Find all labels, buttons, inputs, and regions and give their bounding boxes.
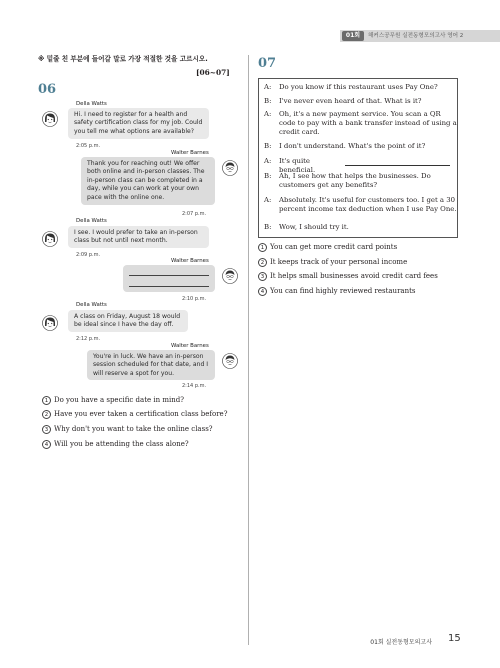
chat-bubble-della: Hi. I need to register for a health and safety certification class for my job. Could you tell me what options are available?	[68, 108, 209, 139]
option-number-icon: 1	[42, 396, 51, 405]
message-time: 2:10 p.m.	[182, 296, 207, 302]
answer-option-4[interactable]	[42, 440, 189, 449]
message-time: 2:09 p.m.	[76, 252, 101, 258]
instruction-text: ※ 밑줄 친 부분에 들어갈 말로 가장 적절한 것을 고르시오.	[38, 55, 208, 63]
answer-option-4[interactable]	[258, 287, 416, 296]
option-number-icon: 4	[258, 287, 267, 296]
answer-option-1[interactable]	[42, 396, 184, 405]
test-number-badge: 01회	[342, 31, 364, 41]
chat-bubble-della: A class on Friday, August 18 would be ideal since I have the day off.	[68, 310, 188, 332]
page-number: 15	[448, 633, 461, 644]
option-number-icon: 1	[258, 243, 267, 252]
dialogue-box: A: Do you know if this restaurant uses Pay One? B: I've never even heard of that. What is it? A: Oh, it's a new payment service. You scan a QR code to pay with a bank transfer instead of using a credit card. B: I don't understand. What's the point of it? A: It's quite beneficial. B: Ah, I see how that helps the businesses. Do customers get any benefits? A: Absolutely. It's useful for customers too. I get a 30 percent income tax deduction when I use Pay One. B: Wow, I should try it.	[258, 78, 458, 238]
footer-label: 01회 실전동형모의고사	[370, 639, 432, 646]
option-text: It keeps track of your personal income	[270, 258, 408, 266]
female-avatar-icon	[42, 111, 58, 127]
sender-name: Walter Barnes	[171, 343, 209, 349]
answer-option-3[interactable]	[258, 272, 438, 281]
blank-answer-bubble	[123, 265, 215, 292]
option-text: Why don't you want to take the online class?	[54, 425, 213, 433]
female-avatar-icon	[42, 231, 58, 247]
option-text: It helps small businesses avoid credit card fees	[270, 272, 438, 280]
answer-option-3[interactable]	[42, 425, 213, 434]
answer-option-2[interactable]	[258, 258, 407, 267]
option-number-icon: 3	[42, 425, 51, 434]
answer-blank-line	[129, 286, 209, 287]
question-range: [06~07]	[196, 68, 230, 77]
message-time: 2:12 p.m.	[76, 336, 101, 342]
answer-blank-line	[129, 275, 209, 276]
option-number-icon: 3	[258, 272, 267, 281]
message-time: 2:07 p.m.	[182, 211, 207, 217]
sender-name: Della Watts	[76, 101, 107, 107]
option-number-icon: 2	[42, 410, 51, 419]
sender-name: Della Watts	[76, 302, 107, 308]
chat-bubble-della: I see. I would prefer to take an in-person class but not until next month.	[68, 226, 209, 248]
sender-name: Walter Barnes	[171, 150, 209, 156]
answer-option-2[interactable]	[42, 410, 227, 419]
option-text: Have you ever taken a certification class before?	[54, 410, 228, 418]
message-time: 2:05 p.m.	[76, 143, 101, 149]
sender-name: Della Watts	[76, 218, 107, 224]
chat-bubble-walter: You're in luck. We have an in-person session scheduled for that date, and I will reserve a spot for you.	[87, 350, 215, 380]
sender-name: Walter Barnes	[171, 258, 209, 264]
option-text: You can get more credit card points	[270, 243, 398, 251]
option-number-icon: 2	[258, 258, 267, 267]
answer-blank-line	[345, 165, 450, 166]
answer-option-1[interactable]	[258, 243, 397, 252]
option-text: You can find highly reviewed restaurants	[270, 287, 416, 295]
male-avatar-icon	[222, 268, 238, 284]
option-number-icon: 4	[42, 440, 51, 449]
column-divider	[248, 55, 249, 645]
option-text: Do you have a specific date in mind?	[54, 396, 184, 404]
question-number-07: 07	[258, 56, 277, 71]
male-avatar-icon	[222, 160, 238, 176]
male-avatar-icon	[222, 353, 238, 369]
female-avatar-icon	[42, 315, 58, 331]
question-number-06: 06	[38, 82, 57, 97]
header-title: 해커스공무원 실전동형모의고사 영어 2	[368, 33, 464, 39]
option-text: Will you be attending the class alone?	[54, 440, 189, 448]
chat-bubble-walter: Thank you for reaching out! We offer both online and in-person classes. The in-person class can be completed in a day, while you can work at your own pace with the online one.	[81, 157, 215, 205]
message-time: 2:14 p.m.	[182, 383, 207, 389]
